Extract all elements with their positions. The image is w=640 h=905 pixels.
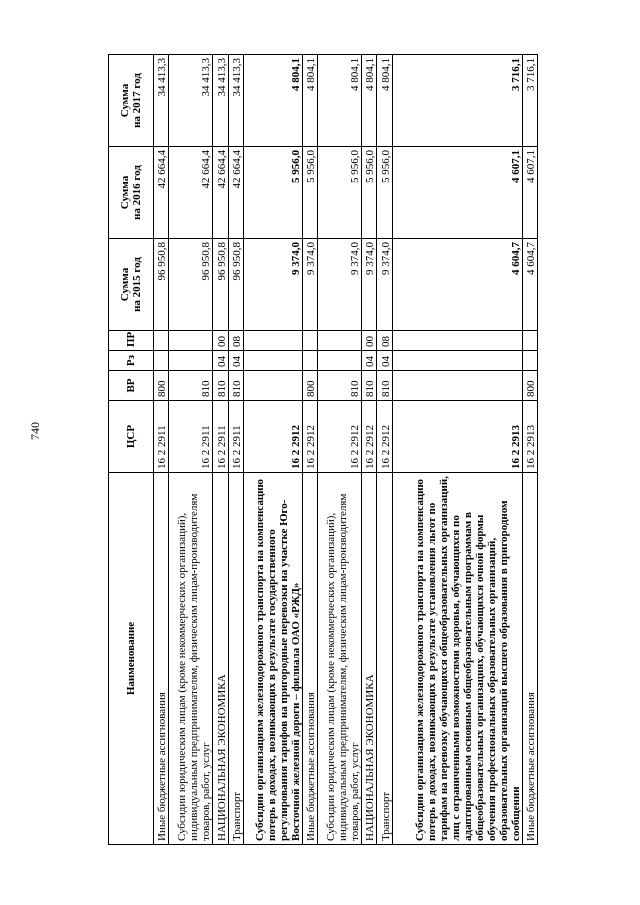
cell-vr: 810	[169, 371, 213, 401]
cell-sum-2015: 96 950,8	[169, 239, 213, 331]
header-sum-2015	[109, 239, 154, 331]
cell-sum-2016: 5 956,0	[362, 147, 377, 239]
cell-pr	[154, 331, 169, 351]
header-row	[109, 55, 154, 845]
budget-table	[108, 54, 538, 845]
cell-vr: 810	[377, 371, 392, 401]
cell-sum-2017: 34 413,3	[154, 55, 169, 147]
cell-sum-2016: 4 607,1	[522, 147, 537, 239]
cell-sum-2015: 4 604,7	[522, 239, 537, 331]
cell-csr: 16 2 2911	[213, 401, 228, 473]
header-sum-2017-line1: Сумма	[119, 83, 131, 118]
page-number: 740	[28, 422, 42, 440]
cell-sum-2016: 42 664,4	[154, 147, 169, 239]
header-rz: Рз	[109, 351, 154, 371]
cell-pr	[244, 331, 302, 351]
header-sum-2015-line2: на 2015 год	[131, 257, 143, 312]
cell-vr: 800	[522, 371, 537, 401]
cell-csr: 16 2 2912	[302, 401, 317, 473]
table-row	[244, 55, 302, 845]
cell-rz: 04	[213, 351, 228, 371]
cell-name: Субсидии организациям железнодорожного транспорта на компенсацию потерь в доходах, возникающих в результате установления льгот по тарифам на перевозку обучающихся общеобразовательных организаций, лиц с ограниченными возможностями здоровья, обучающихся по адаптированным основным общеобразовательным программам в общеобразовательных организациях, обучающихся очной формы обучения профессиональных образовательных организаций, образовательных организаций высшего образования в пригородном сообщении	[392, 473, 522, 845]
cell-name: Субсидии юридическим лицам (кроме некоммерческих организаций), индивидуальным предпринимателям, физическим лицам-производителям товаров, работ, услуг	[318, 473, 362, 845]
cell-sum-2017: 4 804,1	[244, 55, 302, 147]
cell-rz	[244, 351, 302, 371]
cell-csr: 16 2 2913	[522, 401, 537, 473]
cell-rz: 04	[228, 351, 243, 371]
cell-sum-2015: 4 604,7	[392, 239, 522, 331]
table-row	[154, 55, 169, 845]
cell-vr: 800	[302, 371, 317, 401]
cell-pr	[302, 331, 317, 351]
cell-sum-2017: 4 804,1	[302, 55, 317, 147]
header-sum-2015-line1: Сумма	[119, 267, 131, 302]
cell-name: Иные бюджетные ассигнования	[522, 473, 537, 845]
cell-pr	[392, 331, 522, 351]
cell-pr	[169, 331, 213, 351]
cell-rz	[169, 351, 213, 371]
cell-sum-2017: 34 413,3	[213, 55, 228, 147]
cell-rz	[522, 351, 537, 371]
cell-csr: 16 2 2911	[154, 401, 169, 473]
cell-name: Транспорт	[228, 473, 243, 845]
cell-sum-2017: 34 413,3	[169, 55, 213, 147]
cell-name: Субсидии юридическим лицам (кроме некоммерческих организаций), индивидуальным предпринимателям, физическим лицам-производителям товаров, работ, услуг	[169, 473, 213, 845]
cell-rz	[302, 351, 317, 371]
cell-rz	[318, 351, 362, 371]
cell-rz: 04	[377, 351, 392, 371]
table-row	[392, 55, 522, 845]
table-row	[318, 55, 362, 845]
header-sum-2016-line2: на 2016 год	[131, 165, 143, 220]
cell-pr	[522, 331, 537, 351]
cell-name: НАЦИОНАЛЬНАЯ ЭКОНОМИКА	[213, 473, 228, 845]
cell-csr: 16 2 2913	[392, 401, 522, 473]
cell-name: Транспорт	[377, 473, 392, 845]
table-row	[213, 55, 228, 845]
cell-sum-2017: 3 716,1	[392, 55, 522, 147]
cell-csr: 16 2 2911	[169, 401, 213, 473]
cell-sum-2016: 5 956,0	[244, 147, 302, 239]
cell-sum-2016: 4 607,1	[392, 147, 522, 239]
cell-sum-2015: 9 374,0	[318, 239, 362, 331]
cell-name: Иные бюджетные ассигнования	[302, 473, 317, 845]
cell-csr: 16 2 2912	[377, 401, 392, 473]
table-frame	[108, 0, 538, 905]
cell-sum-2017: 4 804,1	[362, 55, 377, 147]
header-csr: ЦСР	[109, 401, 154, 473]
table-row	[302, 55, 317, 845]
cell-vr: 810	[362, 371, 377, 401]
cell-rz	[392, 351, 522, 371]
table-row	[362, 55, 377, 845]
cell-csr: 16 2 2912	[362, 401, 377, 473]
cell-pr: 00	[362, 331, 377, 351]
cell-csr: 16 2 2912	[318, 401, 362, 473]
header-vr: ВР	[109, 371, 154, 401]
cell-sum-2017: 3 716,1	[522, 55, 537, 147]
cell-sum-2015: 9 374,0	[302, 239, 317, 331]
cell-pr: 08	[377, 331, 392, 351]
cell-name: Иные бюджетные ассигнования	[154, 473, 169, 845]
cell-sum-2015: 96 950,8	[228, 239, 243, 331]
cell-sum-2016: 5 956,0	[318, 147, 362, 239]
cell-vr	[392, 371, 522, 401]
cell-sum-2017: 4 804,1	[318, 55, 362, 147]
header-sum-2016	[109, 147, 154, 239]
cell-sum-2017: 34 413,3	[228, 55, 243, 147]
cell-csr: 16 2 2911	[228, 401, 243, 473]
table-row	[228, 55, 243, 845]
cell-sum-2015: 9 374,0	[244, 239, 302, 331]
cell-sum-2016: 5 956,0	[377, 147, 392, 239]
header-sum-2016-line1: Сумма	[119, 175, 131, 210]
table-row	[169, 55, 213, 845]
cell-sum-2016: 42 664,4	[169, 147, 213, 239]
cell-sum-2015: 96 950,8	[213, 239, 228, 331]
table-row	[377, 55, 392, 845]
cell-vr: 800	[154, 371, 169, 401]
header-name: Наименование	[109, 473, 154, 845]
cell-sum-2017: 4 804,1	[377, 55, 392, 147]
cell-name: Субсидии организациям железнодорожного транспорта на компенсацию потерь в доходах, возникающих в результате государственного регулирования тарифов на пригородные перевозки на участке Юго-Восточной железной дороги – филиала ОАО «РЖД»	[244, 473, 302, 845]
rotated-table-container	[108, 55, 538, 845]
cell-pr	[318, 331, 362, 351]
header-sum-2017-line2: на 2017 год	[131, 73, 143, 128]
cell-vr	[244, 371, 302, 401]
cell-pr: 08	[228, 331, 243, 351]
cell-rz	[154, 351, 169, 371]
cell-vr: 810	[228, 371, 243, 401]
cell-sum-2016: 42 664,4	[213, 147, 228, 239]
cell-sum-2015: 9 374,0	[362, 239, 377, 331]
header-sum-2017	[109, 55, 154, 147]
cell-name: НАЦИОНАЛЬНАЯ ЭКОНОМИКА	[362, 473, 377, 845]
cell-sum-2015: 96 950,8	[154, 239, 169, 331]
table-row	[522, 55, 537, 845]
cell-vr: 810	[213, 371, 228, 401]
cell-rz: 04	[362, 351, 377, 371]
cell-sum-2016: 42 664,4	[228, 147, 243, 239]
cell-pr: 00	[213, 331, 228, 351]
table-body	[154, 55, 538, 845]
cell-csr: 16 2 2912	[244, 401, 302, 473]
cell-sum-2016: 5 956,0	[302, 147, 317, 239]
cell-vr: 810	[318, 371, 362, 401]
header-pr: ПР	[109, 331, 154, 351]
cell-sum-2015: 9 374,0	[377, 239, 392, 331]
